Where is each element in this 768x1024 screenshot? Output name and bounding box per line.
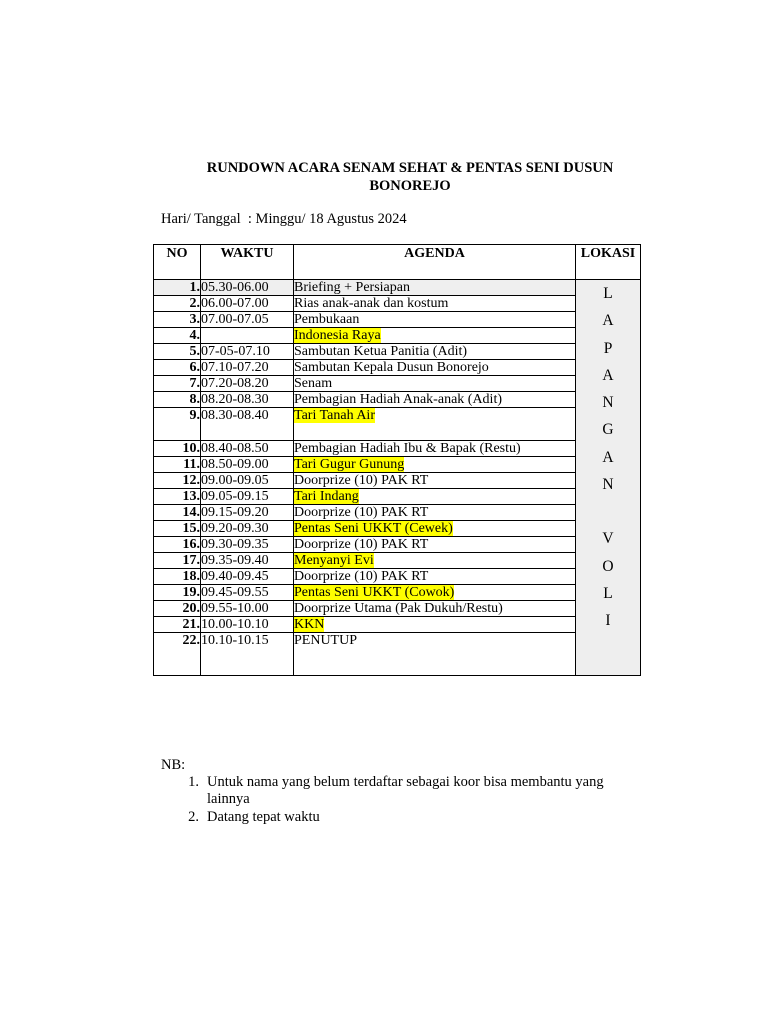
agenda-text: Doorprize Utama (Pak Dukuh/Restu) (294, 601, 503, 616)
cell-waktu: 07-05-07.10 (201, 344, 294, 360)
lokasi-letter: G (602, 421, 614, 439)
cell-no: 10. (154, 441, 201, 457)
cell-agenda (294, 457, 576, 473)
cell-waktu: 08.30-08.40 (201, 408, 294, 441)
agenda-text: Pentas Seni UKKT (Cewek) (294, 521, 453, 536)
cell-agenda (294, 633, 576, 676)
agenda-text: Briefing + Persiapan (294, 280, 410, 295)
cell-agenda (294, 280, 576, 296)
notes-label: NB: (161, 757, 186, 773)
lokasi-letter: N (602, 476, 614, 494)
agenda-text: Pembagian Hadiah Ibu & Bapak (Restu) (294, 441, 521, 456)
agenda-text: Tari Tanah Air (294, 408, 375, 423)
cell-waktu: 09.35-09.40 (201, 553, 294, 569)
cell-agenda (294, 569, 576, 585)
table-row (154, 569, 641, 585)
table-row (154, 601, 641, 617)
cell-no: 17. (154, 553, 201, 569)
lokasi-letter (576, 498, 640, 525)
cell-waktu: 09.40-09.45 (201, 569, 294, 585)
cell-no: 15. (154, 521, 201, 537)
lokasi-letter: A (602, 448, 614, 466)
cell-agenda (294, 601, 576, 617)
cell-no: 3. (154, 312, 201, 328)
cell-no: 16. (154, 537, 201, 553)
agenda-text: Pembagian Hadiah Anak-anak (Adit) (294, 392, 502, 407)
agenda-text: Senam (294, 376, 333, 391)
cell-waktu: 09.05-09.15 (201, 489, 294, 505)
header-agenda: AGENDA (294, 245, 576, 280)
cell-waktu: 10.00-10.10 (201, 617, 294, 633)
cell-waktu (201, 328, 294, 344)
table-row (154, 441, 641, 457)
agenda-text: Doorprize (10) PAK RT (294, 505, 429, 520)
rundown-table (153, 244, 641, 676)
cell-agenda (294, 328, 576, 344)
cell-agenda (294, 553, 576, 569)
cell-waktu: 09.20-09.30 (201, 521, 294, 537)
cell-no: 18. (154, 569, 201, 585)
cell-no: 12. (154, 473, 201, 489)
cell-no: 11. (154, 457, 201, 473)
table-row (154, 457, 641, 473)
date-value: : Minggu/ 18 Agustus 2024 (247, 211, 407, 227)
lokasi-letter: O (602, 557, 614, 575)
agenda-text: Menyanyi Evi (294, 553, 374, 568)
table-row (154, 489, 641, 505)
cell-waktu: 08.40-08.50 (201, 441, 294, 457)
agenda-text: Doorprize (10) PAK RT (294, 569, 429, 584)
cell-no: 4. (154, 328, 201, 344)
cell-waktu: 09.45-09.55 (201, 585, 294, 601)
agenda-text: Rias anak-anak dan kostum (294, 296, 449, 311)
lokasi-letter: I (605, 612, 611, 630)
cell-waktu: 07.10-07.20 (201, 360, 294, 376)
cell-waktu: 05.30-06.00 (201, 280, 294, 296)
table-row (154, 296, 641, 312)
cell-agenda (294, 473, 576, 489)
cell-agenda (294, 489, 576, 505)
cell-no: 2. (154, 296, 201, 312)
table-row (154, 585, 641, 601)
date-label: Hari/ Tanggal (161, 211, 241, 227)
cell-waktu: 07.00-07.05 (201, 312, 294, 328)
cell-waktu: 09.30-09.35 (201, 537, 294, 553)
cell-no: 5. (154, 344, 201, 360)
cell-no: 14. (154, 505, 201, 521)
lokasi-letter: A (602, 312, 614, 330)
lokasi-letter: L (603, 584, 613, 602)
cell-no: 22. (154, 633, 201, 676)
agenda-text: Tari Indang (294, 489, 359, 504)
document-title: RUNDOWN ACARA SENAM SEHAT & PENTAS SENI DUSUN BONOREJO (206, 160, 614, 194)
table-row (154, 633, 641, 676)
agenda-text: Pembukaan (294, 312, 360, 327)
cell-agenda (294, 344, 576, 360)
table-row (154, 537, 641, 553)
header-waktu: WAKTU (201, 245, 294, 280)
agenda-text: Tari Gugur Gunung (294, 457, 405, 472)
agenda-text: Pentas Seni UKKT (Cowok) (294, 585, 455, 600)
note-text: Untuk nama yang belum terdaftar sebagai koor bisa membantu yang lainnya (207, 774, 604, 807)
cell-lokasi (576, 280, 641, 676)
cell-waktu: 10.10-10.15 (201, 633, 294, 676)
cell-no: 19. (154, 585, 201, 601)
cell-agenda (294, 505, 576, 521)
cell-waktu: 09.15-09.20 (201, 505, 294, 521)
cell-waktu: 09.55-10.00 (201, 601, 294, 617)
cell-no: 9. (154, 408, 201, 441)
cell-waktu: 08.20-08.30 (201, 392, 294, 408)
lokasi-letter: N (602, 394, 614, 412)
agenda-text: PENUTUP (294, 633, 358, 648)
cell-agenda (294, 392, 576, 408)
cell-no: 1. (154, 280, 201, 296)
table-row (154, 360, 641, 376)
table-row (154, 392, 641, 408)
cell-agenda (294, 537, 576, 553)
table-row (154, 408, 641, 441)
cell-no: 21. (154, 617, 201, 633)
cell-agenda (294, 585, 576, 601)
table-row (154, 521, 641, 537)
lokasi-letter: A (602, 366, 614, 384)
table-row (154, 312, 641, 328)
cell-no: 13. (154, 489, 201, 505)
agenda-text: Doorprize (10) PAK RT (294, 473, 429, 488)
cell-agenda (294, 408, 576, 441)
table-row (154, 328, 641, 344)
cell-no: 7. (154, 376, 201, 392)
cell-waktu: 07.20-08.20 (201, 376, 294, 392)
agenda-text: Doorprize (10) PAK RT (294, 537, 429, 552)
cell-agenda (294, 296, 576, 312)
table-header-row (154, 245, 641, 280)
table-row (154, 280, 641, 296)
cell-agenda (294, 312, 576, 328)
agenda-text: Sambutan Kepala Dusun Bonorejo (294, 360, 489, 375)
cell-agenda (294, 521, 576, 537)
table-row (154, 344, 641, 360)
cell-no: 6. (154, 360, 201, 376)
cell-agenda (294, 376, 576, 392)
cell-agenda (294, 617, 576, 633)
lokasi-letter: V (602, 530, 614, 548)
agenda-text: KKN (294, 617, 325, 632)
header-no: NO (154, 245, 201, 280)
note-text: Datang tepat waktu (207, 809, 320, 825)
table-row (154, 473, 641, 489)
table-row (154, 617, 641, 633)
header-lokasi: LOKASI (576, 245, 641, 280)
note-number: 1. (188, 774, 199, 790)
agenda-text: Indonesia Raya (294, 328, 381, 343)
table-row (154, 505, 641, 521)
cell-no: 20. (154, 601, 201, 617)
cell-agenda (294, 360, 576, 376)
cell-agenda (294, 441, 576, 457)
cell-waktu: 06.00-07.00 (201, 296, 294, 312)
table-row (154, 376, 641, 392)
cell-no: 8. (154, 392, 201, 408)
agenda-text: Sambutan Ketua Panitia (Adit) (294, 344, 468, 359)
cell-waktu: 09.00-09.05 (201, 473, 294, 489)
lokasi-letter: P (603, 339, 613, 357)
lokasi-letter: L (603, 285, 613, 302)
table-row (154, 553, 641, 569)
date-line (161, 210, 407, 228)
cell-waktu: 08.50-09.00 (201, 457, 294, 473)
note-number: 2. (188, 809, 199, 825)
